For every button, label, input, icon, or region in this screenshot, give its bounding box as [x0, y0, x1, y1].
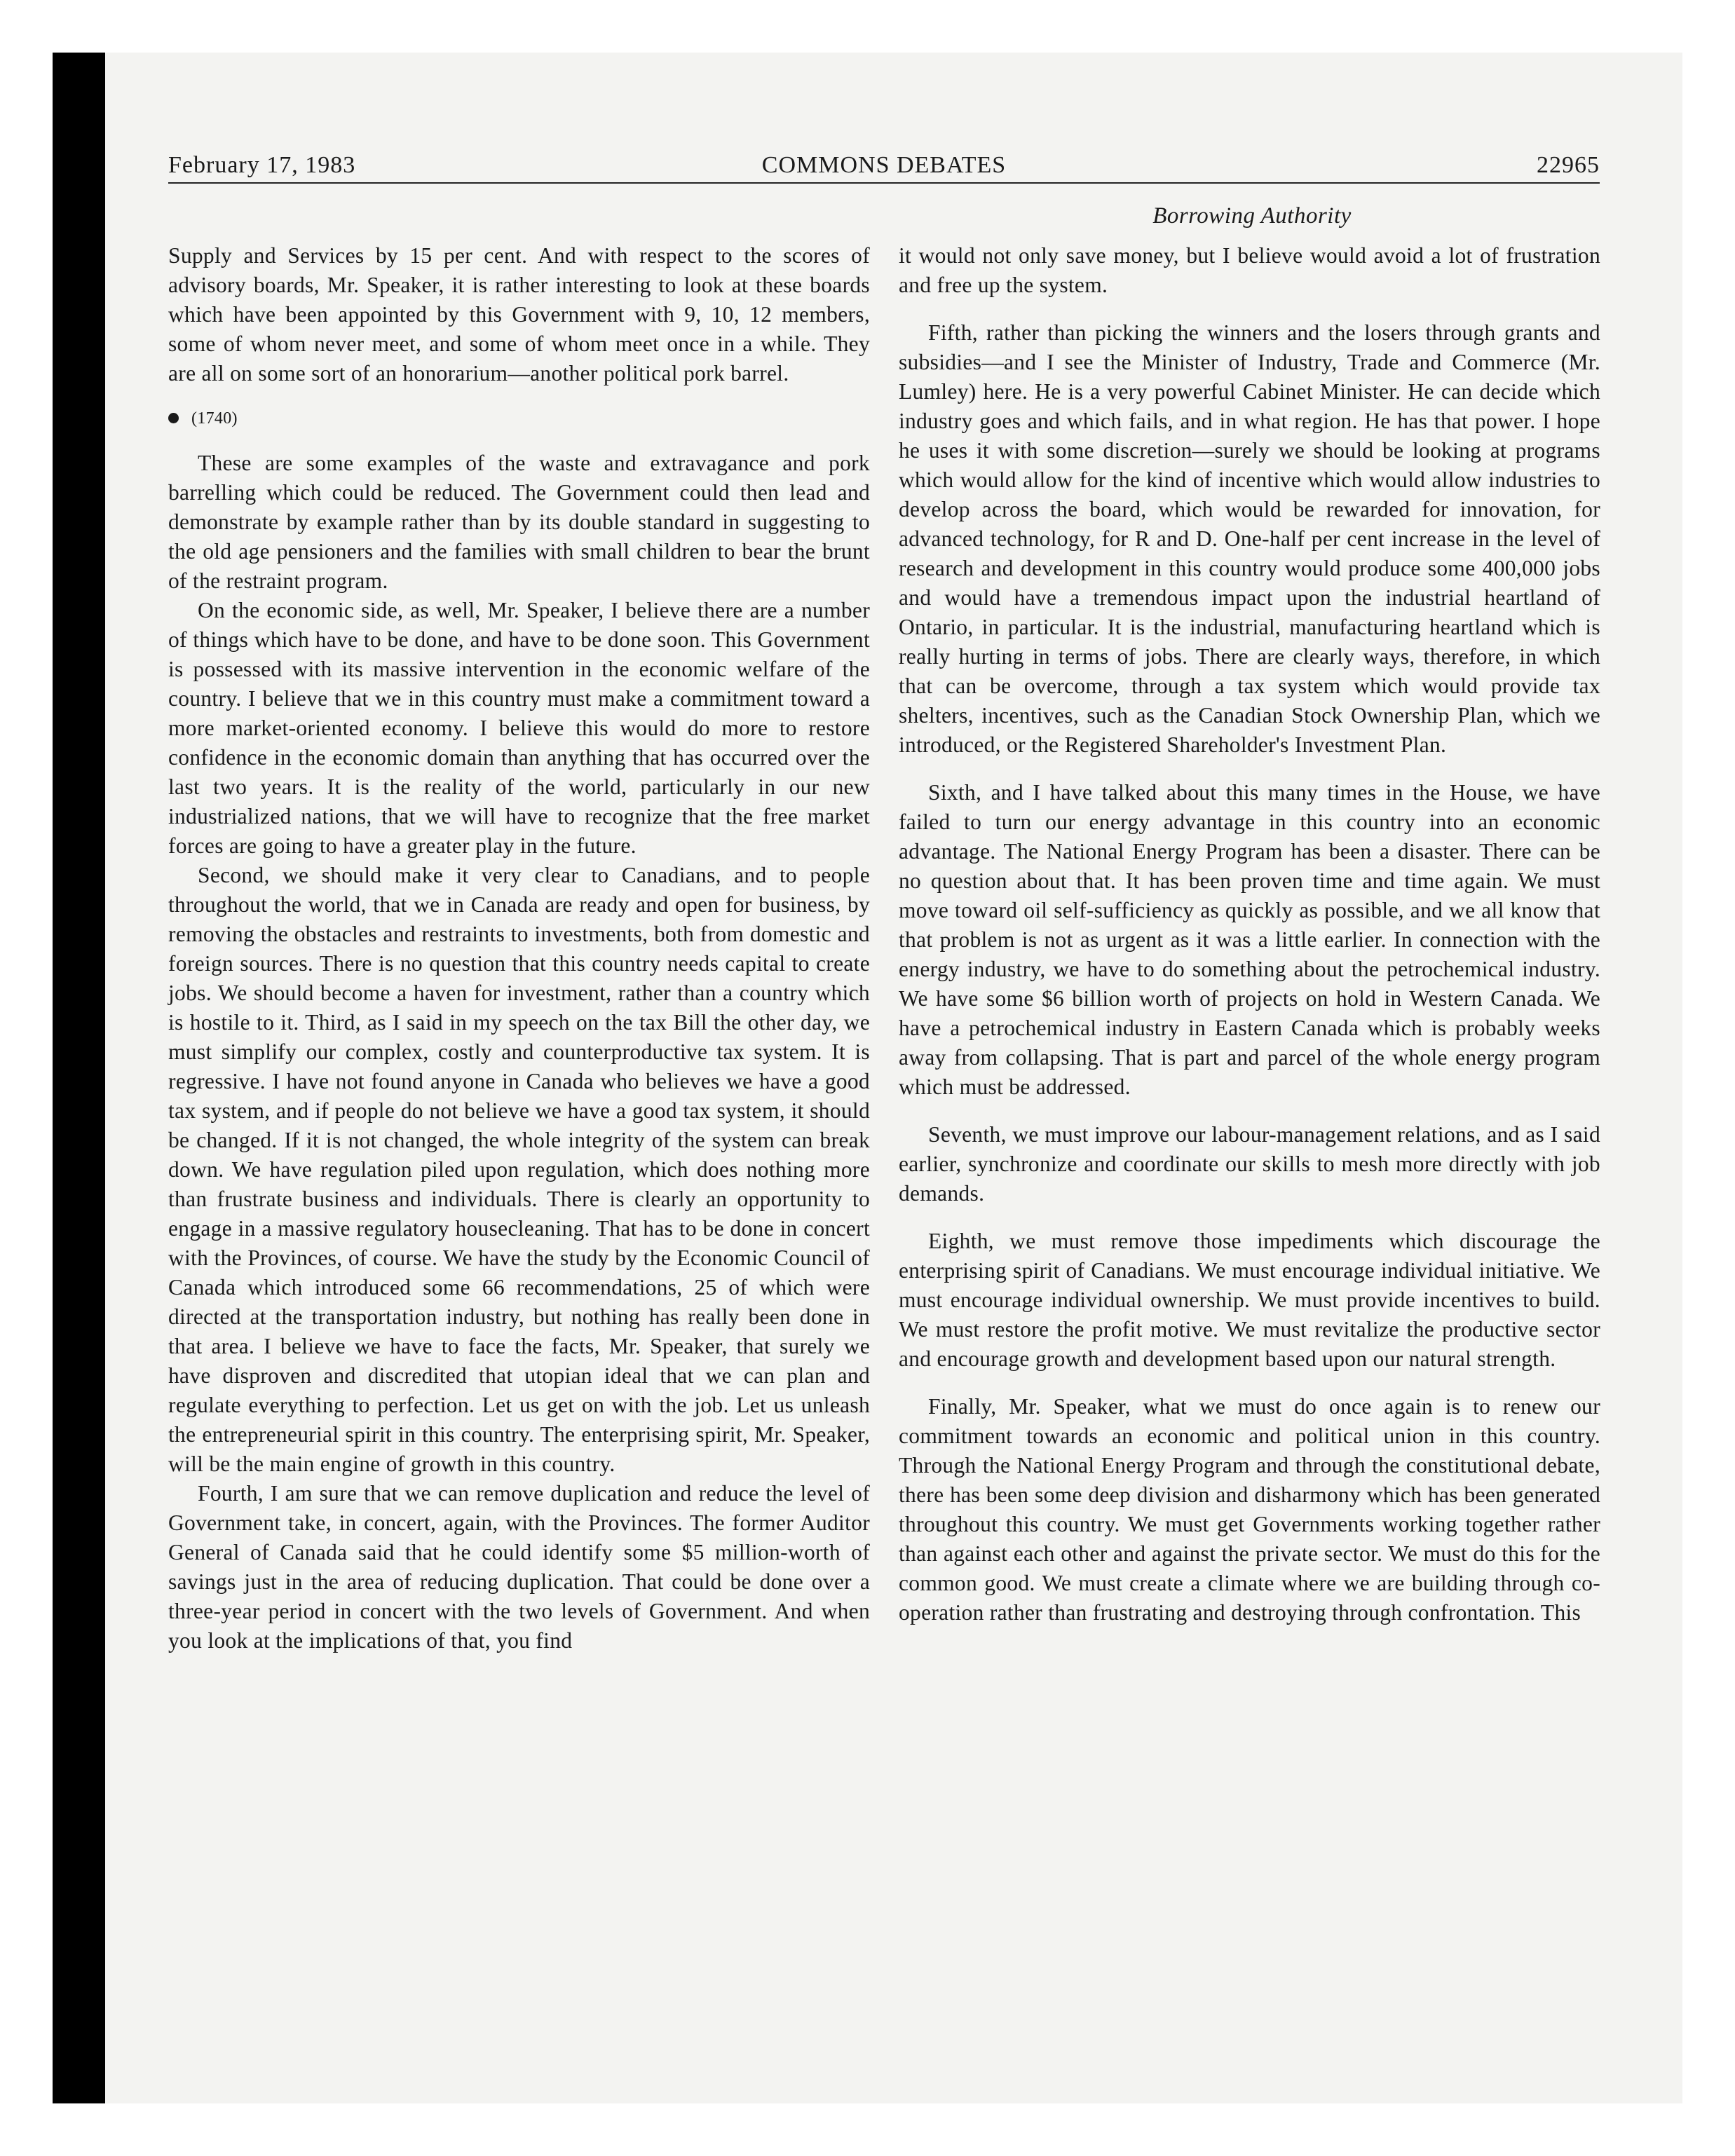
left-column — [168, 241, 870, 1656]
header-date: February 17, 1983 — [168, 152, 356, 178]
right-paragraph-5: Eighth, we must remove those impediments which discourage the enterprising spirit of Canadians. We must encourage individual initiative. We must encourage individual ownership. We must provide incentives to build. We must restore the profit motive. We must revitalize the productive sector and encourage growth and development based upon our natural strength. — [899, 1229, 1600, 1371]
header-rule — [168, 182, 1600, 184]
header-title: COMMONS DEBATES — [761, 152, 1007, 178]
page-number: 22965 — [1537, 152, 1600, 178]
left-paragraph-4: Second, we should make it very clear to Canadians, and to people throughout the world, that we in Canada are ready and open for business, by removing the obstacles and restraints to investments, both from domestic and foreign sources. There is no question that this country needs capital to create jobs. We should become a haven for investment, rather than a country which is hostile to it. Third, as I said in my speech on the tax Bill the other day, we must simplify our complex, costly and counterproductive tax system. It is regressive. I have not found anyone in Canada who believes we have a good tax system, and if people do not believe we have a good tax system, it should be changed. If it is not changed, the whole integrity of the system can break down. We have regulation piled upon regulation, which does nothing more than frustrate business and individuals. There is clearly an opportunity to engage in a massive regulatory housecleaning. That has to be done in concert with the Provinces, of course. We have the study by the Economic Council of Canada which introduced some 66 recommendations, 25 of which were directed at the transportation industry, but nothing has really been done in that area. I believe we have to face the facts, Mr. Speaker, that surely we have disproven and discredited that utopian ideal that we can plan and regulate everything to perfection. Let us get on with the job. Let us unleash the entrepreneurial spirit in this country. The enterprising spirit, Mr. Speaker, will be the main engine of growth in this country. — [168, 863, 870, 1476]
time-marker — [168, 407, 870, 430]
right-paragraph-4: Seventh, we must improve our labour-management relations, and as I said earlier, synchronize and coordinate our skills to mesh more directly with job demands. — [899, 1122, 1600, 1206]
left-paragraph-5: Fourth, I am sure that we can remove duplication and reduce the level of Government take, in concert, again, with the Provinces. The former Auditor General of Canada said that he could identify some $5 million-worth of savings just in the area of reducing duplication. That could be done over a three-year period in concert with the two levels of Government. And when you look at the implications of that, you find — [168, 1481, 870, 1653]
right-paragraph-6: Finally, Mr. Speaker, what we must do once again is to renew our commitment towards an economic and political union in this country. Through the National Energy Program and through the constitutional debate, there has been some deep division and disharmony which has been generated throughout this country. We must get Governments working together rather than against each other and against the private sector. We must do this for the common good. We must create a climate where we are building through co-operation rather than frustrating and destroying through confrontation. This — [899, 1394, 1600, 1625]
bullet-icon — [168, 413, 179, 423]
left-paragraph-1: Supply and Services by 15 per cent. And with respect to the scores of advisory boards, Mr. Speaker, it is rather interesting to look at these boards which have been appointed by this Government with 9, 10, 12 members, some of whom never meet, and some of whom meet once in a while. They are all on some sort of an honorarium—another political pork barrel. — [168, 243, 870, 386]
page-header — [168, 149, 1600, 182]
time-marker-text: (1740) — [191, 409, 238, 428]
section-title: Borrowing Authority — [1152, 203, 1352, 228]
left-paragraph-3: On the economic side, as well, Mr. Speaker, I believe there are a number of things which have to be done, and have to be done soon. This Government is possessed with its massive intervention in the economic welfare of the country. I believe that we in this country must make a commitment toward a more market-oriented economy. I believe this would do more to restore confidence in the economic domain than anything that has occurred over the last two years. It is the reality of the world, particularly in our new industrialized nations, that we will have to recognize that the free market forces are going to have a greater play in the future. — [168, 598, 870, 858]
right-column — [899, 241, 1600, 1628]
right-paragraph-3: Sixth, and I have talked about this many times in the House, we have failed to turn our energy advantage in this country into an economic advantage. The National Energy Program has been a disaster. There can be no question about that. It has been proven time and time again. We must move toward oil self-sufficiency as quickly as possible, and we all know that that problem is not as urgent as it was a little earlier. In connection with the energy industry, we have to do something about the petrochemical industry. We have some $6 billion worth of projects on hold in Western Canada. We have a petrochemical industry in Eastern Canada which is probably weeks away from collapsing. That is part and parcel of the whole energy program which must be addressed. — [899, 780, 1600, 1099]
right-paragraph-2: Fifth, rather than picking the winners and the losers through grants and subsidies—and I see the Minister of Industry, Trade and Commerce (Mr. Lumley) here. He is a very powerful Cabinet Minister. He can decide which industry goes and which fails, and in what region. He has that power. I hope he uses it with some discretion—surely we should be looking at programs which would allow for the kind of incentive which would allow industries to develop across the board, which would be rewarded for innovation, for advanced technology, for R and D. One-half per cent increase in the level of research and development in this country would produce some 400,000 jobs and would have a tremendous impact upon the industrial heartland of Ontario, in particular. It is the industrial, manufacturing heartland which is really hurting in terms of jobs. There are clearly ways, therefore, in which that can be overcome, through a tax system which would provide tax shelters, incentives, such as the Canadian Stock Ownership Plan, which we introduced, or the Registered Shareholder's Investment Plan. — [899, 320, 1600, 757]
scan-left-border — [53, 53, 105, 2103]
right-paragraph-1: it would not only save money, but I believe would avoid a lot of frustration and free up the system. — [899, 243, 1600, 297]
left-paragraph-2: These are some examples of the waste and extravagance and pork barrelling which could be reduced. The Government could then lead and demonstrate by example rather than by its double standard in suggesting to the old age pensioners and the families with small children to bear the brunt of the restraint program. — [168, 451, 870, 593]
